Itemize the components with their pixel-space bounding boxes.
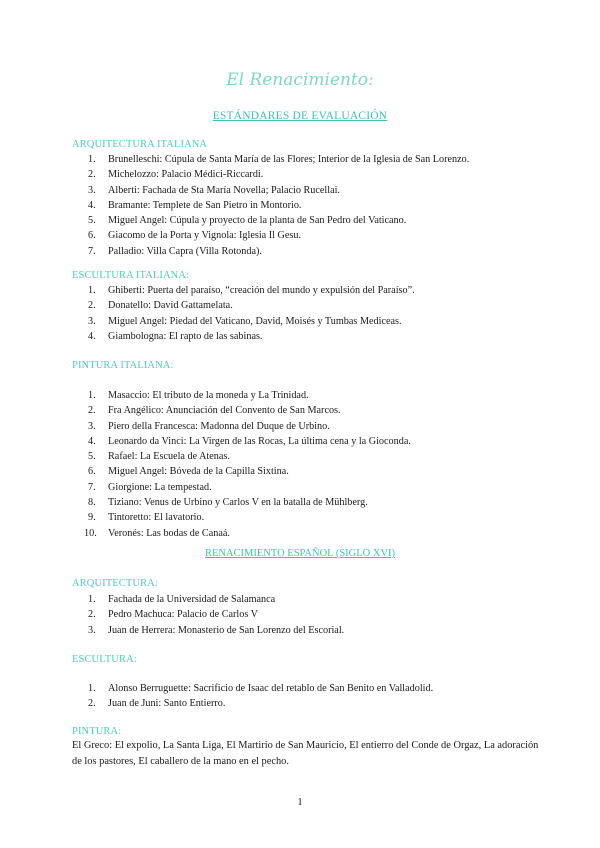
section-heading-pintura: PINTURA: [72, 726, 122, 737]
list-arquitectura [72, 592, 542, 638]
list-item: 1. Fachada de la Universidad de Salamanca [88, 594, 276, 605]
list-item: 1. Brunelleschi: Cúpula de Santa María de las Flores; Interior de la Iglesia de San Lorenzo. [88, 154, 470, 165]
document-title: El Renacimiento: [226, 70, 374, 90]
list-item: 5. Miguel Angel: Cúpula y proyecto de la planta de San Pedro del Vaticano. [88, 215, 407, 227]
list-item: 3. Miguel Angel: Piedad del Vaticano, David, Moisés y Tumbas Mediceas. [88, 315, 402, 327]
section-heading-escultura: ESCULTURA: [72, 654, 137, 665]
section-heading-pintura-italiana: PINTURA ITALIANA: [72, 360, 174, 371]
list-item: 3. Piero della Francesca: Madonna del Duque de Urbino. [88, 420, 330, 432]
list-item: 2. Pedro Machuca: Palacio de Carlos V [88, 609, 259, 621]
document-subtitle: ESTÁNDARES DE EVALUACIÓN [212, 110, 388, 122]
list-item: 7. Giorgione: La tempestad. [88, 481, 212, 493]
section-heading-escultura-italiana: ESCULTURA ITALIANA: [72, 270, 190, 281]
list-item: 4. Leonardo da Vinci: La Virgen de las Rocas, La última cena y la Gioconda. [88, 435, 411, 447]
list-escultura [72, 681, 542, 712]
list-item: 5. Rafael: La Escuela de Atenas. [88, 451, 230, 463]
list-item: 9. Tintoretto: El lavatorio. [88, 512, 205, 524]
list-escultura-italiana [72, 283, 542, 344]
list-item: 2. Fra Angélico: Anunciación del Convento de San Marcos. [88, 405, 341, 417]
list-item: 1. Alonso Berruguette: Sacrificio de Isaac del retablo de San Benito en Valladolid. [88, 683, 434, 694]
list-item: 7. Palladio: Villa Capra (Villa Rotonda). [88, 245, 262, 257]
list-item: 2. Michelozzo: Palacio Médici-Riccardi. [88, 169, 264, 181]
list-item: 1. Ghiberti: Puerta del paraíso, “creación del mundo y expulsión del Paraíso”. [88, 285, 415, 296]
list-arquitectura-italiana [72, 152, 542, 259]
list-item: 2. Juan de Juni: Santo Entierro. [88, 698, 226, 710]
list-item: 3. Juan de Herrera: Monasterio de San Lorenzo del Escorial. [88, 624, 345, 636]
pintura-paragraph: El Greco: El expolio, La Santa Liga, El Martirio de San Mauricio, El entierro del Conde de Orgaz, La adoración de los pastores, El caballero de la mano en el pecho. [72, 740, 539, 767]
list-item: 6. Giacomo de la Porta y Vignola: Iglesia Il Gesu. [88, 230, 301, 242]
list-item: 6. Miguel Angel: Bóveda de la Capilla Sixtina. [88, 466, 289, 478]
list-item: 4. Bramante: Templete de San Pietro in Montorio. [88, 199, 302, 211]
section-title-renacimiento-espanol: RENACIMIENTO ESPAÑOL (SIGLO XVI) [204, 548, 396, 559]
section-heading-arquitectura-italiana: ARQUITECTURA ITALIANA [72, 139, 208, 150]
page-number: 1 [297, 797, 303, 808]
list-item: 8. Tiziano: Venus de Urbino y Carlos V en la batalla de Mühlberg. [88, 497, 368, 509]
list-item: 1. Masaccio: El tributo de la moneda y La Trinidad. [88, 390, 309, 401]
section-heading-arquitectura: ARQUITECTURA: [72, 578, 158, 589]
list-item: 4. Giambologna: El rapto de las sabinas. [88, 330, 263, 342]
list-pintura-italiana [72, 388, 542, 541]
list-item: 3. Alberti: Fachada de Sta María Novella; Palacio Rucellai. [88, 184, 340, 196]
list-item: 10. Veronés: Las bodas de Canaá. [84, 527, 230, 539]
list-item: 2. Donatello: David Gattamelata. [88, 300, 233, 312]
